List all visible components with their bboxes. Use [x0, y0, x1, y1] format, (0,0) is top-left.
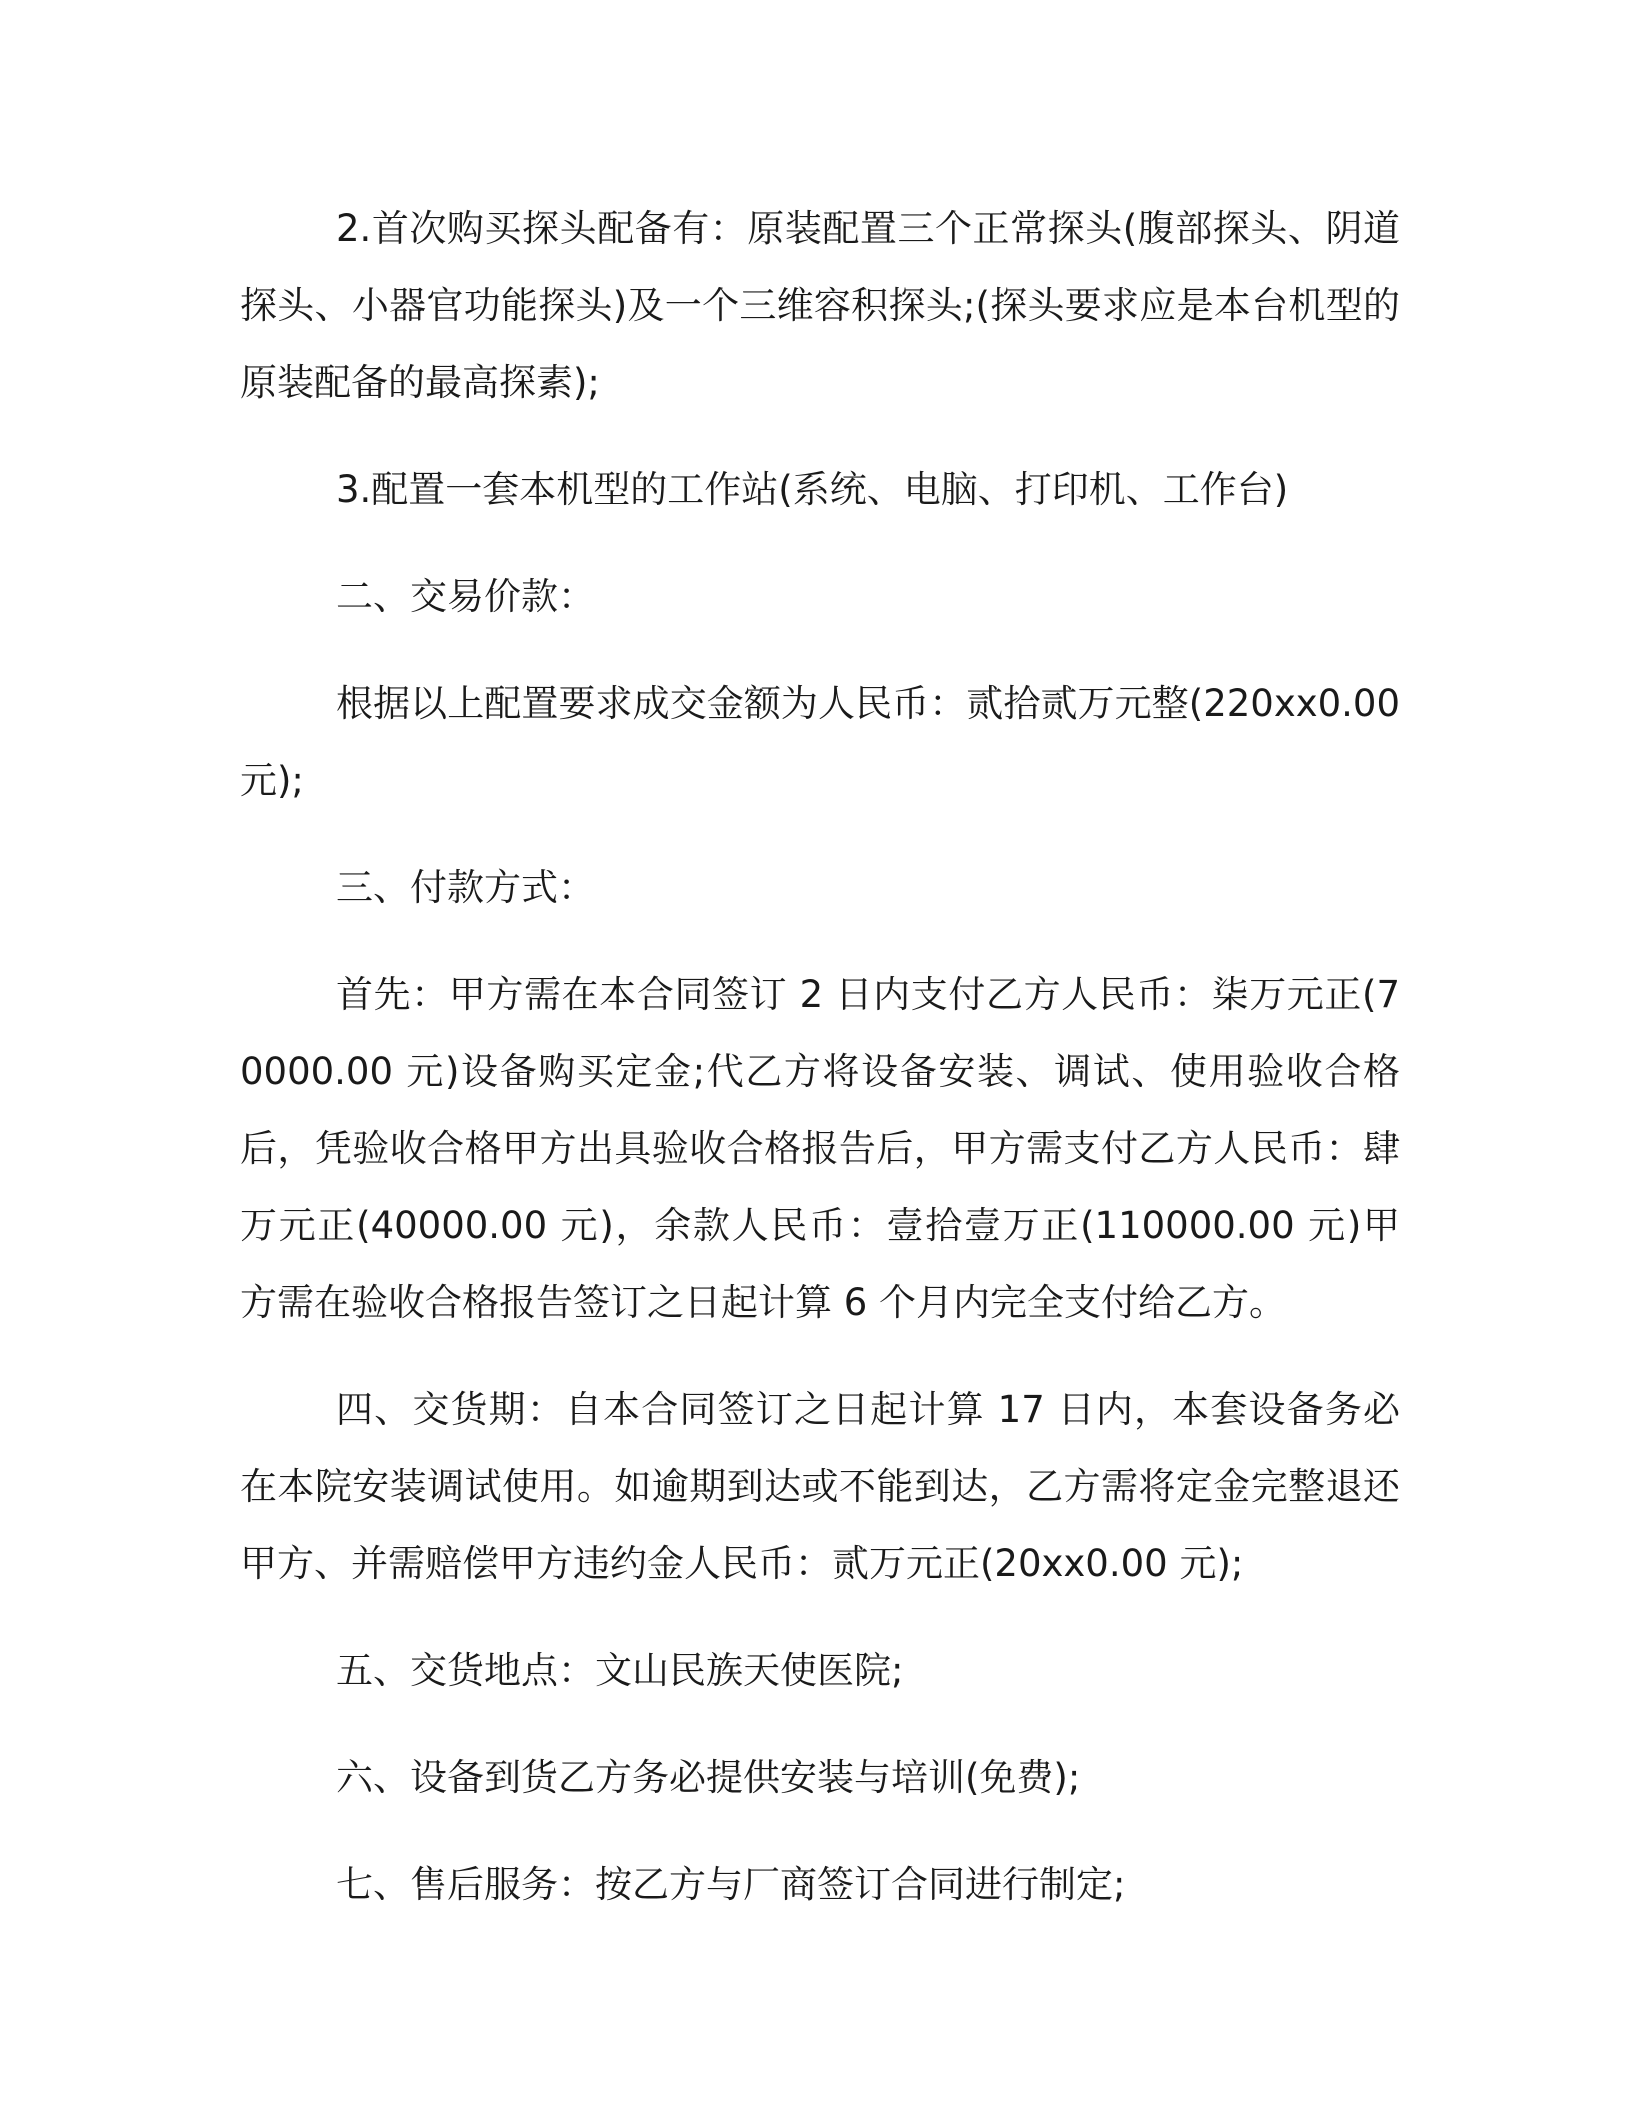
paragraph-delivery-location: 五、交货地点：文山民族天使医院; [336, 1649, 904, 1692]
paragraph-spacer [240, 1602, 1400, 1632]
paragraph-after-sales-service: 七、售后服务：按乙方与厂商签订合同进行制定; [336, 1863, 1126, 1906]
paragraph-spacer [240, 421, 1400, 451]
paragraph-spacer [240, 1816, 1400, 1846]
paragraph-spacer [240, 926, 1400, 956]
paragraph-price-amount: 根据以上配置要求成交金额为人民币：贰拾贰万元整(220xx0.00元); [240, 682, 1400, 802]
paragraph-payment-terms: 首先：甲方需在本合同签订 2 日内支付乙方人民币：柒万元正(70000.00 元)设备购买定金;代乙方将设备安装、调试、使用验收合格后，凭验收合格甲方出具验收合格报告后，甲方需支付乙方人民币：肆万元正(40000.00 元)，余款人民币：壹拾壹万正(110000.00 元)甲方需在验收合格报告签订之日起计算 6 个月内完全支付给乙方。 [240, 973, 1400, 1324]
paragraph-spacer [240, 635, 1400, 665]
paragraph-spacer [240, 1341, 1400, 1371]
paragraph-installation-training: 六、设备到货乙方务必提供安装与培训(免费); [336, 1756, 1081, 1799]
paragraph-spacer [240, 1709, 1400, 1739]
paragraph-probe-configuration: 2.首次购买探头配备有：原装配置三个正常探头(腹部探头、阴道探头、小器官功能探头)及一个三维容积探头;(探头要求应是本台机型的原装配备的最高探素); [240, 207, 1400, 404]
paragraph-workstation: 3.配置一套本机型的工作站(系统、电脑、打印机、工作台) [336, 468, 1289, 511]
paragraph-spacer [240, 819, 1400, 849]
paragraph-spacer [240, 528, 1400, 558]
heading-transaction-price: 二、交易价款： [336, 575, 595, 618]
document-body [240, 190, 1400, 1923]
heading-payment-method: 三、付款方式： [336, 866, 595, 909]
paragraph-delivery-period: 四、交货期：自本合同签订之日起计算 17 日内，本套设备务必在本院安装调试使用。如逾期到达或不能到达，乙方需将定金完整退还甲方、并需赔偿甲方违约金人民币：贰万元正(20xx0.00 元); [240, 1388, 1400, 1585]
